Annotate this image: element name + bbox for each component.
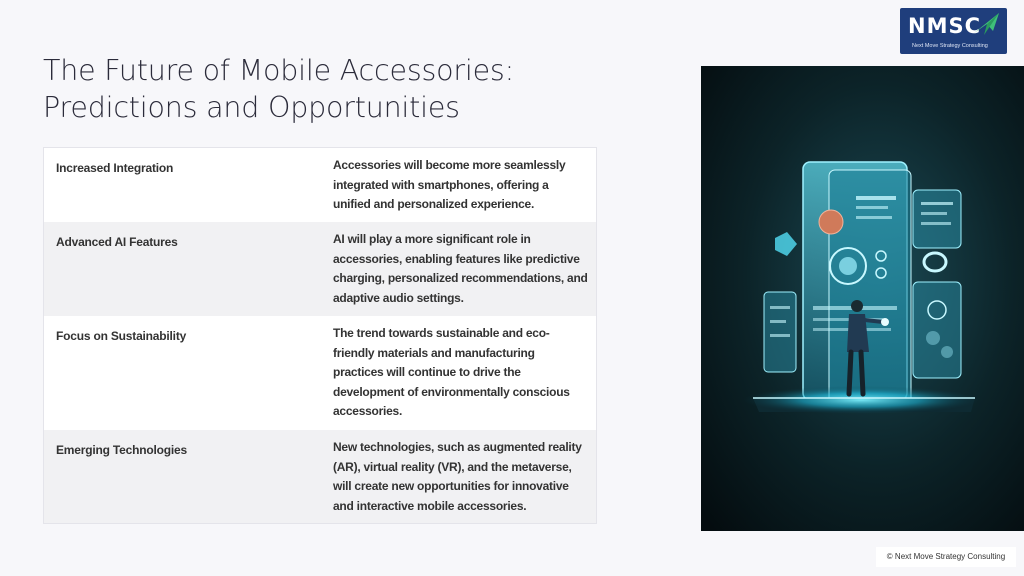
table-row [44,148,596,222]
hero-illustration [701,66,1024,531]
page-title-line-1: The Future of Mobile Accessories: [43,54,514,87]
row-heading: Advanced AI Features [56,235,178,249]
logo-mark: NMSC [908,14,982,38]
row-description: The trend towards sustainable and eco-friendly materials and manufacturing practices will continue to drive the development of environmentally conscious accessories. [333,326,570,418]
page-title-line-2: Predictions and Opportunities [43,91,460,124]
row-heading: Increased Integration [56,161,174,175]
table-row [44,222,596,316]
page-title [43,52,603,126]
predictions-table [43,147,597,524]
logo-arrow-icon [972,11,1002,37]
table-row [44,430,596,523]
row-description: New technologies, such as augmented reality (AR), virtual reality (VR), and the metaverse, will create new opportunities for innovative and interactive mobile accessories. [333,440,582,513]
logo-subtitle: Next Move Strategy Consulting [912,43,988,49]
nmsc-logo [900,8,1007,54]
futuristic-tablet-illustration [701,66,1024,531]
copyright-notice: © Next Move Strategy Consulting [876,547,1016,567]
table-row [44,316,596,430]
row-heading: Focus on Sustainability [56,329,187,343]
row-description: AI will play a more significant role in accessories, enabling features like predictive charging, personalized recommendations, and adaptive audio settings. [333,232,588,305]
row-heading: Emerging Technologies [56,443,187,457]
row-description: Accessories will become more seamlessly integrated with smartphones, offering a unified and personalized experience. [333,158,566,211]
